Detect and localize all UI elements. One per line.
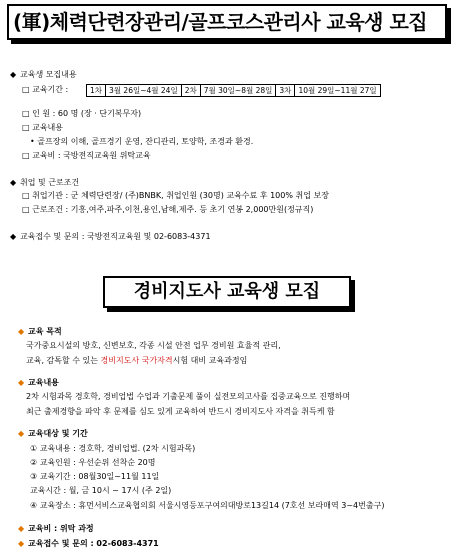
conditions-line: □ 근로조건 : 기흥,여주,파주,이천,용인,남해,제주. 등 초기 연봉 2,000만원(정규직) xyxy=(22,205,314,214)
target-item: ③ 교육기간 : 08월30일~11월 11일 xyxy=(30,472,160,481)
target-item: ④ 교육장소 : 휴먼서비스교육협의회 서울시영등포구여의대방로13길14 (7호선 보라매역 3~4번출구) xyxy=(30,501,385,510)
target-item: ② 교육인원 : 우선순위 선착순 20명 xyxy=(30,458,156,467)
content-item: • 골프장의 이해, 골프경기 운영, 잔디관리, 토양학, 조경과 환경. xyxy=(30,137,254,146)
diamond-bullet-icon: ◆ xyxy=(18,524,25,533)
contact-line: ◆ 교육접수 및 문의 : 국방전직교육원 및 02-6083-4371 xyxy=(10,232,211,241)
capacity-line: □ 인 원 : 60 명 (장 · 단기복무자) xyxy=(22,109,142,118)
recruitment-heading: ◆ 교육생 모집내용 xyxy=(10,70,77,79)
highlight-text: 경비지도사 국가자격 xyxy=(100,356,173,365)
cost-line: □ 교육비 : 국방전직교육원 위탁교육 xyxy=(22,151,151,160)
target-item: 교육시간 : 월, 금 10시 ~ 17시 (주 2일) xyxy=(30,486,172,495)
diamond-bullet-icon: ◆ xyxy=(18,378,25,387)
schedule-table xyxy=(86,84,381,97)
content-line: 최근 출제경향을 파악 후 문제를 심도 있게 교육하여 반드시 경비지도사 자격을 취득케 함 xyxy=(26,407,335,416)
diamond-bullet-icon: ◆ xyxy=(10,178,17,187)
page-title: (軍)체력단련장관리/골프코스관리사 교육생 모집 xyxy=(7,4,447,40)
content-label: □ 교육내용 xyxy=(22,123,64,132)
target-heading: ◆ 교육대상 및 기간 xyxy=(18,429,88,438)
period-label: □ 교육기간 : xyxy=(22,85,69,94)
schedule-dates: 7월 30일~8월 28일 xyxy=(200,85,276,97)
section-title: 경비지도사 교육생 모집 xyxy=(103,276,351,308)
schedule-term: 3차 xyxy=(276,85,295,97)
schedule-term: 1차 xyxy=(87,85,106,97)
schedule-dates: 10월 29일~11월 27일 xyxy=(295,85,380,97)
purpose-line: 국가중요시설의 방호, 신변보호, 각종 시설 안전 업무 경비원 효율적 관리, xyxy=(26,341,281,350)
schedule-term: 2차 xyxy=(181,85,200,97)
employer-line: □ 취업기관 : 군 체력단련장/ (주)BNBK, 취업인원 (30명) 교육수료 후 100% 취업 보장 xyxy=(22,191,329,200)
content-heading: ◆ 교육내용 xyxy=(18,378,59,387)
employment-heading: ◆ 취업 및 근로조건 xyxy=(10,178,80,187)
diamond-bullet-icon: ◆ xyxy=(18,429,25,438)
target-item: ① 교육내용 : 경호학, 경비업법. (2차 시험과목) xyxy=(30,444,196,453)
fee-line: ◆ 교육비 : 위탁 과정 xyxy=(18,524,94,533)
contact-line-2: ◆ 교육접수 및 문의 : 02-6083-4371 xyxy=(18,539,159,548)
diamond-bullet-icon: ◆ xyxy=(10,232,17,241)
purpose-heading: ◆ 교육 목적 xyxy=(18,327,62,336)
schedule-dates: 3월 26일~4월 24일 xyxy=(106,85,182,97)
purpose-line: 교육, 감독할 수 있는 경비지도사 국가자격시험 대비 교육과정임 xyxy=(26,356,248,365)
diamond-bullet-icon: ◆ xyxy=(10,70,17,79)
content-line: 2차 시험과목 경호학, 경비업법 수업과 기출문제 풀이 실전모의고사를 집중교육으로 진행하며 xyxy=(26,392,351,401)
diamond-bullet-icon: ◆ xyxy=(18,539,25,548)
diamond-bullet-icon: ◆ xyxy=(18,327,25,336)
